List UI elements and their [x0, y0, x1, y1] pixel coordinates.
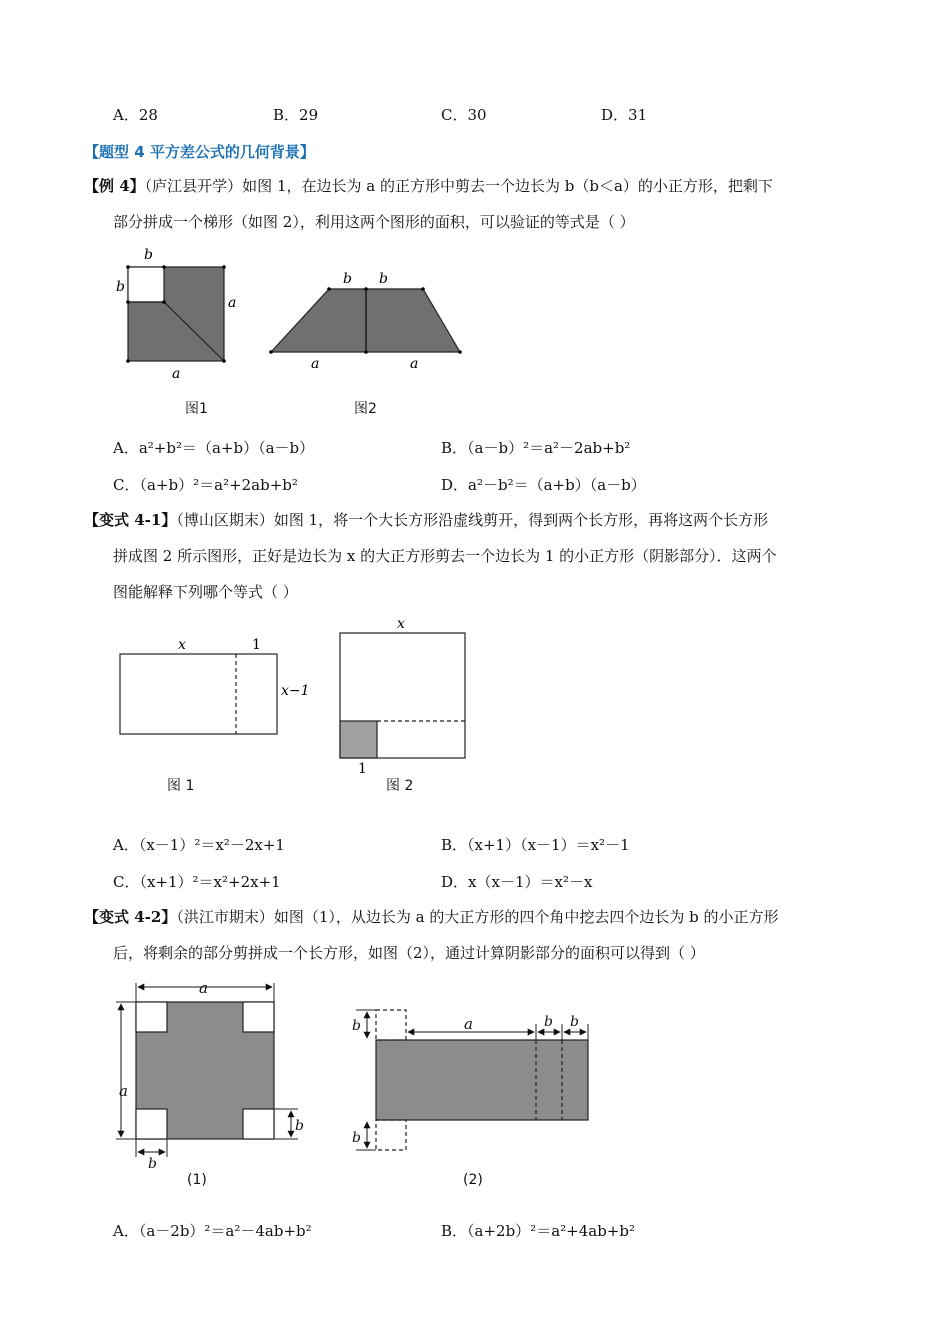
- label-a2: a: [410, 356, 419, 372]
- example4-tag: 【例 4】: [84, 177, 145, 195]
- long-rectangle: [376, 1040, 588, 1120]
- variant42-fig2-caption: (2): [463, 1172, 483, 1188]
- example4-figure1: [108, 244, 248, 384]
- variant42-figure1: [108, 975, 308, 1175]
- option-a: A．28: [113, 106, 158, 124]
- variant41-option-d: D．x（x－1）＝x²－x: [441, 873, 593, 891]
- example4-option-b: B．（a－b）²＝a²－2ab+b²: [441, 439, 631, 457]
- shaded-small-square: [340, 721, 377, 758]
- label-b-bottom: b: [148, 1156, 157, 1172]
- label-b-bottom: b: [352, 1130, 361, 1146]
- variant42-tag: 【变式 4-2】: [84, 908, 177, 926]
- variant41-text: [84, 502, 861, 610]
- variant41-option-a: A．（x－1）²＝x²－2x+1: [113, 836, 285, 854]
- label-b1: b: [544, 1014, 553, 1030]
- label-1: 1: [358, 761, 367, 774]
- variant42-line2: 后，将剩余的部分剪拼成一个长方形，如图（2），通过计算阴影部分的面积可以得到（ ）: [113, 944, 705, 962]
- variant42-figure2: [346, 1002, 596, 1157]
- label-b1: b: [343, 271, 352, 287]
- variant42-option-a: A．（a－2b）²＝a²－4ab+b²: [113, 1222, 312, 1240]
- example4-option-d: D．a²－b²＝（a+b）（a－b）: [441, 476, 646, 494]
- label-b2: b: [379, 271, 388, 287]
- variant41-option-b: B．（x+1）（x－1）＝x²－1: [441, 836, 630, 854]
- example4-line1: （庐江县开学）如图 1，在边长为 a 的正方形中剪去一个边长为 b（b＜a）的小正方形，把剩下: [144, 177, 773, 195]
- example4-fig1-caption: 图1: [185, 401, 208, 417]
- example4-text: [84, 168, 861, 240]
- big-rectangle: [120, 654, 277, 734]
- label-x: x: [178, 637, 186, 653]
- variant41-line1: （博山区期末）如图 1，将一个大长方形沿虚线剪开，得到两个长方形，再将这两个长方形: [176, 511, 769, 529]
- variant41-line2: 拼成图 2 所示图形，正好是边长为 x 的大正方形剪去一个边长为 1 的小正方形（阴影部分）．这两个: [113, 547, 777, 565]
- label-a-right: a: [228, 295, 237, 311]
- label-b-top: b: [352, 1018, 361, 1034]
- option-d: D．31: [601, 106, 648, 124]
- label-a-bottom: a: [172, 366, 181, 382]
- label-b-right: b: [295, 1118, 304, 1134]
- section-heading: 【题型 4 平方差公式的几何背景】: [84, 143, 315, 161]
- variant41-figure1: [112, 632, 317, 742]
- variant41-tag: 【变式 4-1】: [84, 511, 177, 529]
- label-b2: b: [570, 1014, 579, 1030]
- example4-figure2: [262, 264, 472, 374]
- variant42-option-b: B．（a+2b）²＝a²+4ab+b²: [441, 1222, 635, 1240]
- example4-option-c: C．（a+b）²＝a²+2ab+b²: [113, 476, 298, 494]
- label-a-top: a: [199, 979, 208, 997]
- variant42-line1: （洪江市期末）如图（1），从边长为 a 的大正方形的四个角中挖去四个边长为 b 的小正方形: [176, 908, 779, 926]
- variant41-figure2: [332, 614, 477, 774]
- label-1: 1: [252, 637, 261, 653]
- variant42-fig1-caption: (1): [187, 1172, 207, 1188]
- label-a: a: [464, 1015, 473, 1033]
- variant41-fig1-caption: 图 1: [167, 778, 195, 794]
- example4-fig2-caption: 图2: [354, 401, 377, 417]
- variant42-text: [84, 899, 861, 971]
- variant41-fig2-caption: 图 2: [386, 778, 414, 794]
- label-b-left: b: [116, 279, 125, 295]
- variant41-line3: 图能解释下列哪个等式（ ）: [113, 583, 298, 601]
- option-c: C．30: [441, 106, 487, 124]
- option-b: B．29: [273, 106, 319, 124]
- variant41-option-c: C．（x+1）²＝x²+2x+1: [113, 873, 281, 891]
- label-a-left: a: [119, 1082, 128, 1100]
- label-x: x: [397, 616, 405, 632]
- example4-option-a: A．a²+b²＝（a+b）（a－b）: [113, 439, 315, 457]
- small-square: [128, 267, 164, 302]
- label-x-minus-1: x−1: [281, 683, 310, 699]
- label-b-top: b: [144, 247, 153, 263]
- example4-line2: 部分拼成一个梯形（如图 2），利用这两个图形的面积，可以验证的等式是（ ）: [113, 213, 635, 231]
- label-a1: a: [311, 356, 320, 372]
